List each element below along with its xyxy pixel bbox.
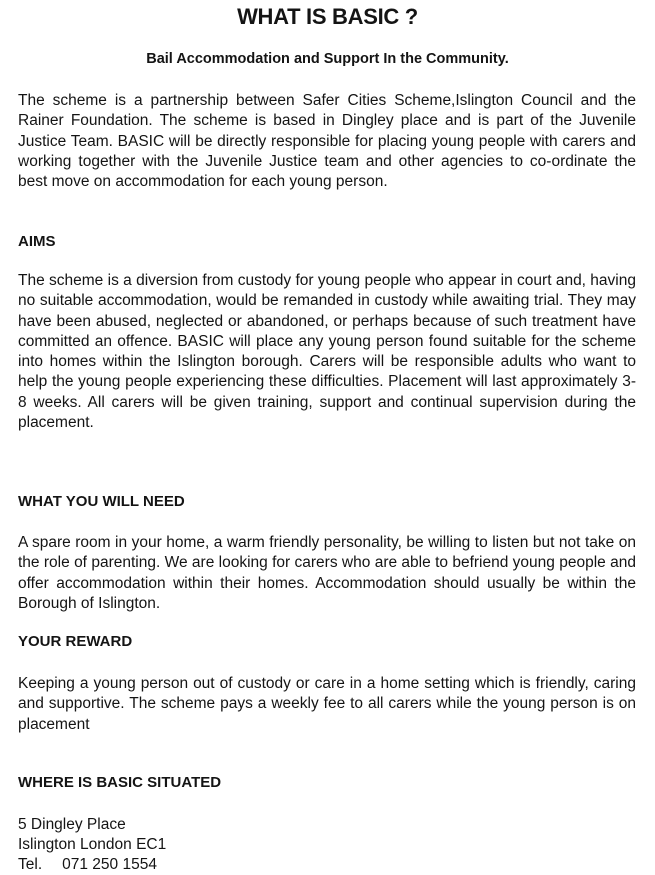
reward-paragraph: Keeping a young person out of custody or care in a home setting which is friendly, caring and supportive. The scheme pays a weekly fee to all carers while the young person is on placement: [18, 675, 636, 733]
address-block: [18, 815, 166, 875]
intro-paragraph: The scheme is a partnership between Safer Cities Scheme,Islington Council and the Rainer Foundation. The scheme is based in Dingley place and is part of the Juvenile Justice Team. BASIC will be directly responsible for placing young people with carers and working together with the Juvenile Justice team and other agencies to co-ordinate the best move on accommodation for each young person.: [18, 92, 636, 191]
aims-paragraph: The scheme is a diversion from custody for young people who appear in court and, having no suitable accommodation, would be remanded in custody while awaiting trial. They may have been abused, neglected or abandoned, or perhaps because of such treatment have committed an offence. BASIC will place any young person found suitable for the scheme into homes within the Islington borough. Carers will be responsible adults who want to help the young people experiencing these difficulties. Placement will last approximately 3-8 weeks. All carers will be given training, support and continual supervision during the placement.: [18, 272, 636, 432]
reward-heading: YOUR REWARD: [18, 633, 133, 650]
need-paragraph: A spare room in your home, a warm friendly personality, be willing to listen but not take on the role of parenting. We are looking for carers who are able to befriend young people and offer accommodation within their homes. Accommodation should usually be within the Borough of Islington.: [18, 534, 636, 612]
location-heading: WHERE IS BASIC SITUATED: [18, 774, 222, 791]
telephone-number: 071 250 1554: [62, 856, 157, 873]
address-line-2: Islington London EC1: [18, 836, 167, 853]
page-title: WHAT IS BASIC ?: [237, 4, 418, 29]
telephone-label: Tel.: [18, 856, 43, 873]
address-line-1: 5 Dingley Place: [18, 816, 126, 833]
need-heading: WHAT YOU WILL NEED: [18, 493, 185, 510]
page-subtitle: Bail Accommodation and Support In the Community.: [146, 51, 509, 67]
aims-heading: AIMS: [18, 233, 56, 250]
